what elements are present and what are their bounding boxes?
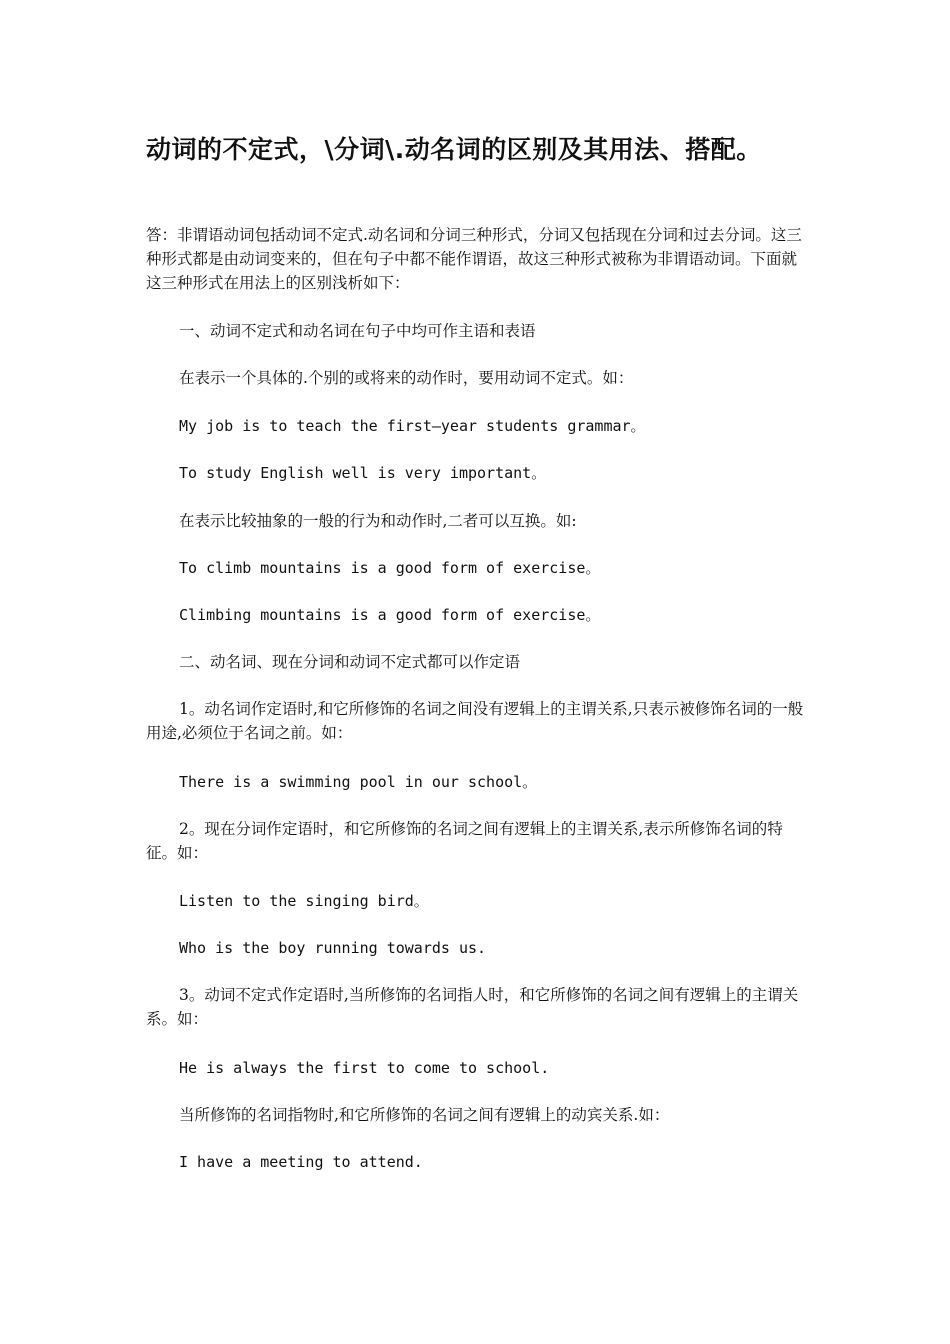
section-heading-1: 一、动词不定式和动名词在句子中均可作主语和表语 (179, 322, 536, 340)
example-sentence: He is always the first to come to school. (179, 1059, 550, 1077)
example-sentence: I have a meeting to attend. (179, 1153, 423, 1171)
example-sentence: To climb mountains is a good form of exercise。 (179, 559, 601, 577)
example-sentence: My job is to teach the first—year students grammar。 (179, 417, 646, 435)
example-sentence: To study English well is very important。 (179, 464, 547, 482)
paragraph: 当所修饰的名词指物时,和它所修饰的名词之间有逻辑上的动宾关系.如： (179, 1106, 670, 1124)
intro-paragraph: 答：非谓语动词包括动词不定式.动名词和分词三种形式，分词又包括现在分词和过去分词。这三种形式都是由动词变来的，但在句子中都不能作谓语，故这三种形式被称为非谓语动词。下面就这三种形式在用法上的区别浅析如下： (146, 226, 802, 292)
example-sentence: Listen to the singing bird。 (179, 892, 429, 910)
paragraph: 在表示比较抽象的一般的行为和动作时,二者可以互换。如: (179, 512, 577, 530)
paragraph: 2。现在分词作定语时，和它所修饰的名词之间有逻辑上的主谓关系,表示所修饰名词的特征。如： (146, 820, 783, 862)
paragraph: 在表示一个具体的.个别的或将来的动作时，要用动词不定式。如： (179, 369, 634, 387)
document-title: 动词的不定式，\分词\.动名词的区别及其用法、搭配。 (146, 135, 762, 164)
example-sentence: There is a swimming pool in our school。 (179, 773, 538, 791)
paragraph: 3。动词不定式作定语时,当所修饰的名词指人时，和它所修饰的名词之间有逻辑上的主谓关系。如： (146, 986, 799, 1028)
section-heading-2: 二、动名词、现在分词和动词不定式都可以作定语 (179, 653, 521, 671)
example-sentence: Climbing mountains is a good form of exercise。 (179, 606, 601, 624)
example-sentence: Who is the boy running towards us. (179, 939, 487, 957)
paragraph: 1。动名词作定语时,和它所修饰的名词之间没有逻辑上的主谓关系,只表示被修饰名词的一般用途,必须位于名词之前。如： (146, 700, 804, 742)
